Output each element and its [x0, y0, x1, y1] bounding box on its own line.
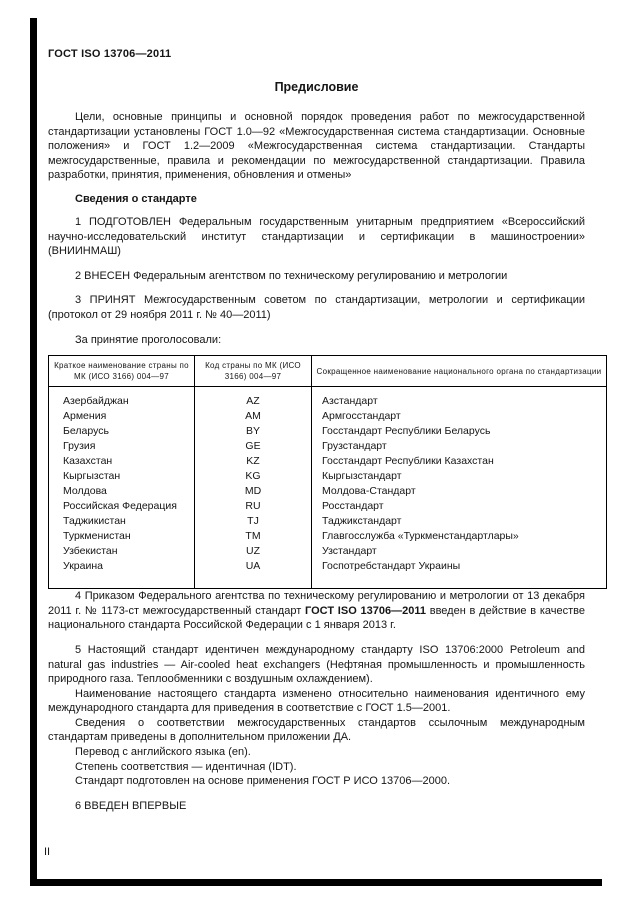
page-number: II [44, 846, 51, 858]
item-2-paragraph: 2 ВНЕСЕН Федеральным агентством по техническому регулированию и метрологии [75, 269, 508, 282]
cell-code: UZ [195, 544, 312, 559]
cell-org: Росстандарт [312, 499, 607, 514]
cell-org: Кыргызстандарт [312, 469, 607, 484]
table-row [49, 514, 607, 529]
cell-code: AM [195, 409, 312, 424]
item-4-standard-designation: ГОСТ ISO 13706—2011 [305, 604, 426, 617]
cell-country: Туркменистан [49, 529, 195, 544]
cell-code: UA [195, 559, 312, 589]
cell-org: Молдова-Стандарт [312, 484, 607, 499]
cell-code: RU [195, 499, 312, 514]
document-designation: ГОСТ ISO 13706—2011 [48, 48, 172, 60]
cell-country: Грузия [49, 439, 195, 454]
voting-table-body [49, 387, 607, 589]
cell-code: GE [195, 439, 312, 454]
cell-code: KG [195, 469, 312, 484]
voting-label: За принятие проголосовали: [75, 333, 222, 346]
item-4-paragraph [48, 589, 585, 633]
intro-paragraph: Цели, основные принципы и основной порядок проведения работ по межгосударственной стандартизации установлены ГОСТ 1.0—92 «Межгосударственная система стандартизации. Основные положения» и ГОСТ 1.2—2009 «Межгосударственная система стандартизации. Стандарты межгосударственные, правила и рекомендации по межгосударственной стандартизации. Правила разработки, принятия, применения, обновления и отмены» [48, 111, 585, 182]
page-edge-left [30, 18, 37, 886]
table-row [49, 544, 607, 559]
item-6-paragraph: 6 ВВЕДЕН ВПЕРВЫЕ [75, 799, 187, 812]
cell-country: Российская Федерация [49, 499, 195, 514]
table-row [49, 387, 607, 410]
cell-country: Армения [49, 409, 195, 424]
cell-org: Азстандарт [312, 387, 607, 410]
item-4-text-pre: 4 Приказом Федерального агентства по техническому регулированию и метрологии от 13 декабря 2011 г. № 1173-ст межгосударственный стандарт [48, 590, 585, 617]
item-5-paragraph: 5 Настоящий стандарт идентичен международному стандарту ISO 13706:2000 Petroleum and natural gas industries — Air-cooled heat exchangers (Нефтяная промышленность и промышленность природного газа. Теплообменники с воздушным охлаждением). [48, 643, 585, 686]
cell-org: Главгосслужба «Туркменстандартлары» [312, 529, 607, 544]
cell-country: Узбекистан [49, 544, 195, 559]
cell-org: Грузстандарт [312, 439, 607, 454]
table-row [49, 424, 607, 439]
cell-country: Казахстан [49, 454, 195, 469]
cell-code: KZ [195, 454, 312, 469]
table-row [49, 559, 607, 589]
page-content [48, 48, 602, 813]
table-row [49, 529, 607, 544]
cell-country: Азербайджан [49, 387, 195, 410]
item-5-note-4: Степень соответствия — идентичная (IDT). [75, 760, 297, 773]
cell-org: Госстандарт Республики Казахстан [312, 454, 607, 469]
cell-code: TJ [195, 514, 312, 529]
cell-org: Армгосстандарт [312, 409, 607, 424]
item-5-note-3: Перевод с английского языка (en). [75, 746, 251, 759]
cell-code: TM [195, 529, 312, 544]
cell-org: Таджикстандарт [312, 514, 607, 529]
cell-code: AZ [195, 387, 312, 410]
item-5-note-1: Наименование настоящего стандарта изменено относительно наименования идентичного ему международного стандарта для приведения в соответствие с ГОСТ 1.5—2001. [48, 687, 585, 715]
cell-org: Госстандарт Республики Беларусь [312, 424, 607, 439]
table-row [49, 499, 607, 514]
item-3-paragraph: 3 ПРИНЯТ Межгосударственным советом по стандартизации, метрологии и сертификации (протокол от 29 ноября 2011 г. № 40—2011) [48, 294, 585, 321]
table-row [49, 439, 607, 454]
info-heading: Сведения о стандарте [75, 192, 197, 205]
header-country: Краткое наименование страны по МК (ИСО 3166) 004—97 [49, 356, 195, 387]
table-row [49, 454, 607, 469]
cell-country: Беларусь [49, 424, 195, 439]
header-org: Сокращенное наименование национального органа по стандартизации [312, 356, 607, 387]
cell-country: Таджикистан [49, 514, 195, 529]
cell-country: Кыргызстан [49, 469, 195, 484]
item-4-text-post: введен в действие в качестве национального стандарта Российской Федерации с 1 января 2013 г. [48, 604, 585, 632]
header-code: Код страны по МК (ИСО 3166) 004—97 [195, 356, 312, 387]
cell-org: Узстандарт [312, 544, 607, 559]
item-5-note-2: Сведения о соответствии межгосударственных стандартов ссылочным международным стандартам приведены в дополнительном приложении ДА. [48, 716, 585, 744]
cell-org: Госпотребстандарт Украины [312, 559, 607, 589]
item-1-paragraph: 1 ПОДГОТОВЛЕН Федеральным государственным унитарным предприятием «Всероссийский научно-исследовательский институт стандартизации и сертификации в машиностроении» (ВНИИНМАШ) [48, 215, 585, 258]
cell-country: Молдова [49, 484, 195, 499]
voting-table-header [49, 356, 607, 387]
page-edge-bottom [30, 879, 602, 886]
voting-table [48, 355, 607, 589]
table-row [49, 469, 607, 484]
table-row [49, 409, 607, 424]
item-5-note-5: Стандарт подготовлен на основе применения ГОСТ Р ИСО 13706—2000. [75, 775, 450, 788]
cell-country: Украина [49, 559, 195, 589]
table-header-row [49, 356, 607, 387]
page-title: Предисловие [274, 80, 359, 94]
table-row [49, 484, 607, 499]
cell-code: MD [195, 484, 312, 499]
cell-code: BY [195, 424, 312, 439]
